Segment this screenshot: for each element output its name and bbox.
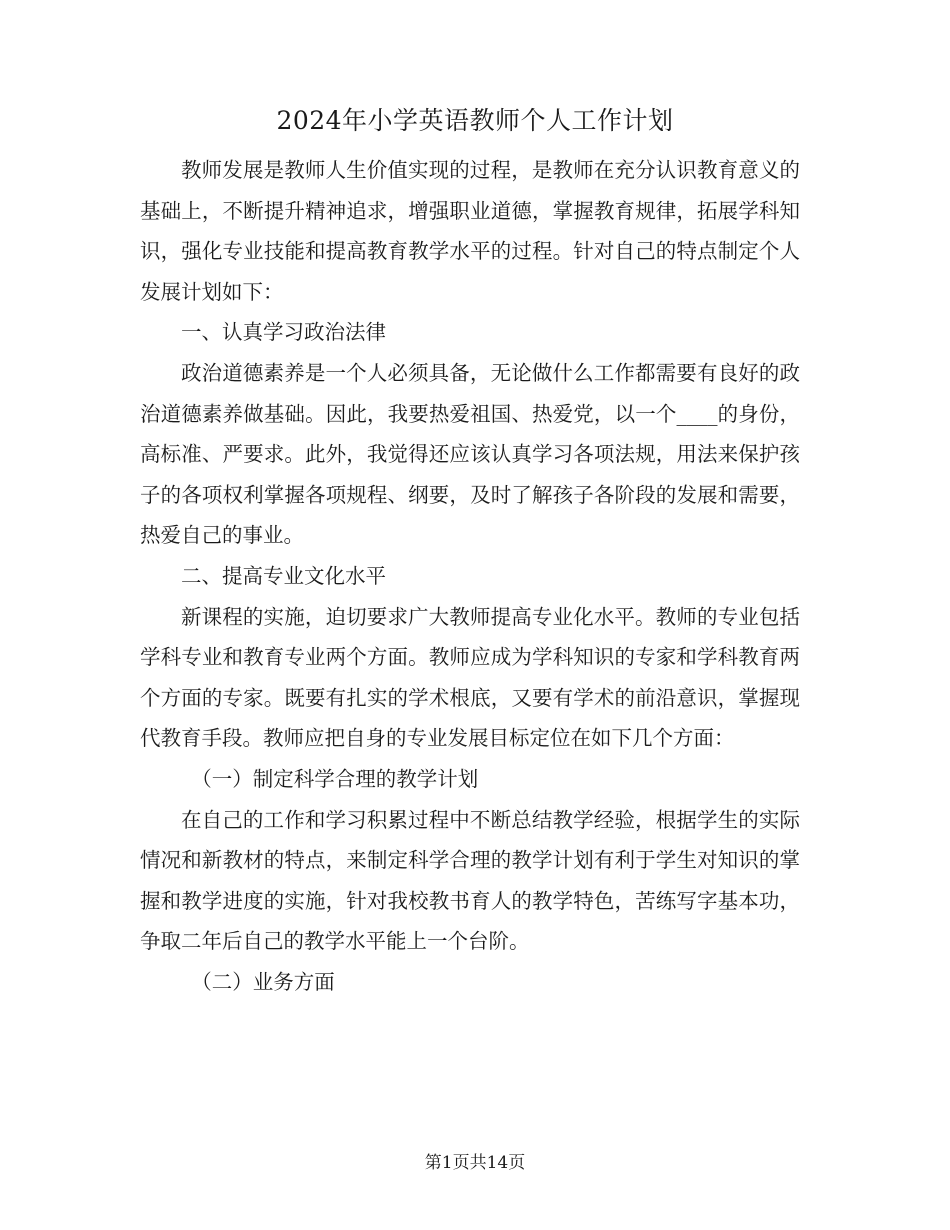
section-heading-politics-law: 一、认真学习政治法律: [181, 320, 386, 345]
subsection-heading-business: （二）业务方面: [191, 969, 335, 994]
document-title: 2024年小学英语教师个人工作计划: [276, 106, 674, 135]
document-body: [140, 150, 800, 1002]
paragraph-teaching-plan: 在自己的工作和学习积累过程中不断总结教学经验，根据学生的实际情况和新教材的特点，来制定科学合理的教学计划有利于学生对知识的掌握和教学进度的实施，针对我校教书育人的教学特色，苦练写字基本功，争取二年后自己的教学水平能上一个台阶。: [140, 807, 800, 954]
paragraph-professional-level: 新课程的实施，迫切要求广大教师提高专业化水平。教师的专业包括学科专业和教育专业两个方面。教师应成为学科知识的专家和学科教育两个方面的专家。既要有扎实的学术根底，又要有学术的前沿意识，掌握现代教育手段。教师应把自身的专业发展目标定位在如下几个方面：: [140, 604, 800, 751]
paragraph-politics-law: 政治道德素养是一个人必须具备，无论做什么工作都需要有良好的政治道德素养做基础。因此，我要热爱祖国、热爱党，以一个____的身份，高标准、严要求。此外，我觉得还应该认真学习各项法规，用法来保护孩子的各项权利掌握各项规程、纲要，及时了解孩子各阶段的发展和需要，热爱自己的事业。: [140, 360, 800, 548]
page-number-footer: 第1页共14页: [424, 1153, 526, 1173]
paragraph-intro: 教师发展是教师人生价值实现的过程，是教师在充分认识教育意义的基础上，不断提升精神追求，增强职业道德，掌握教育规律，拓展学科知识，强化专业技能和提高教育教学水平的过程。针对自己的特点制定个人发展计划如下：: [140, 158, 800, 304]
section-heading-professional-level: 二、提高专业文化水平: [181, 563, 386, 588]
subsection-heading-teaching-plan: （一）制定科学合理的教学计划: [191, 766, 479, 791]
